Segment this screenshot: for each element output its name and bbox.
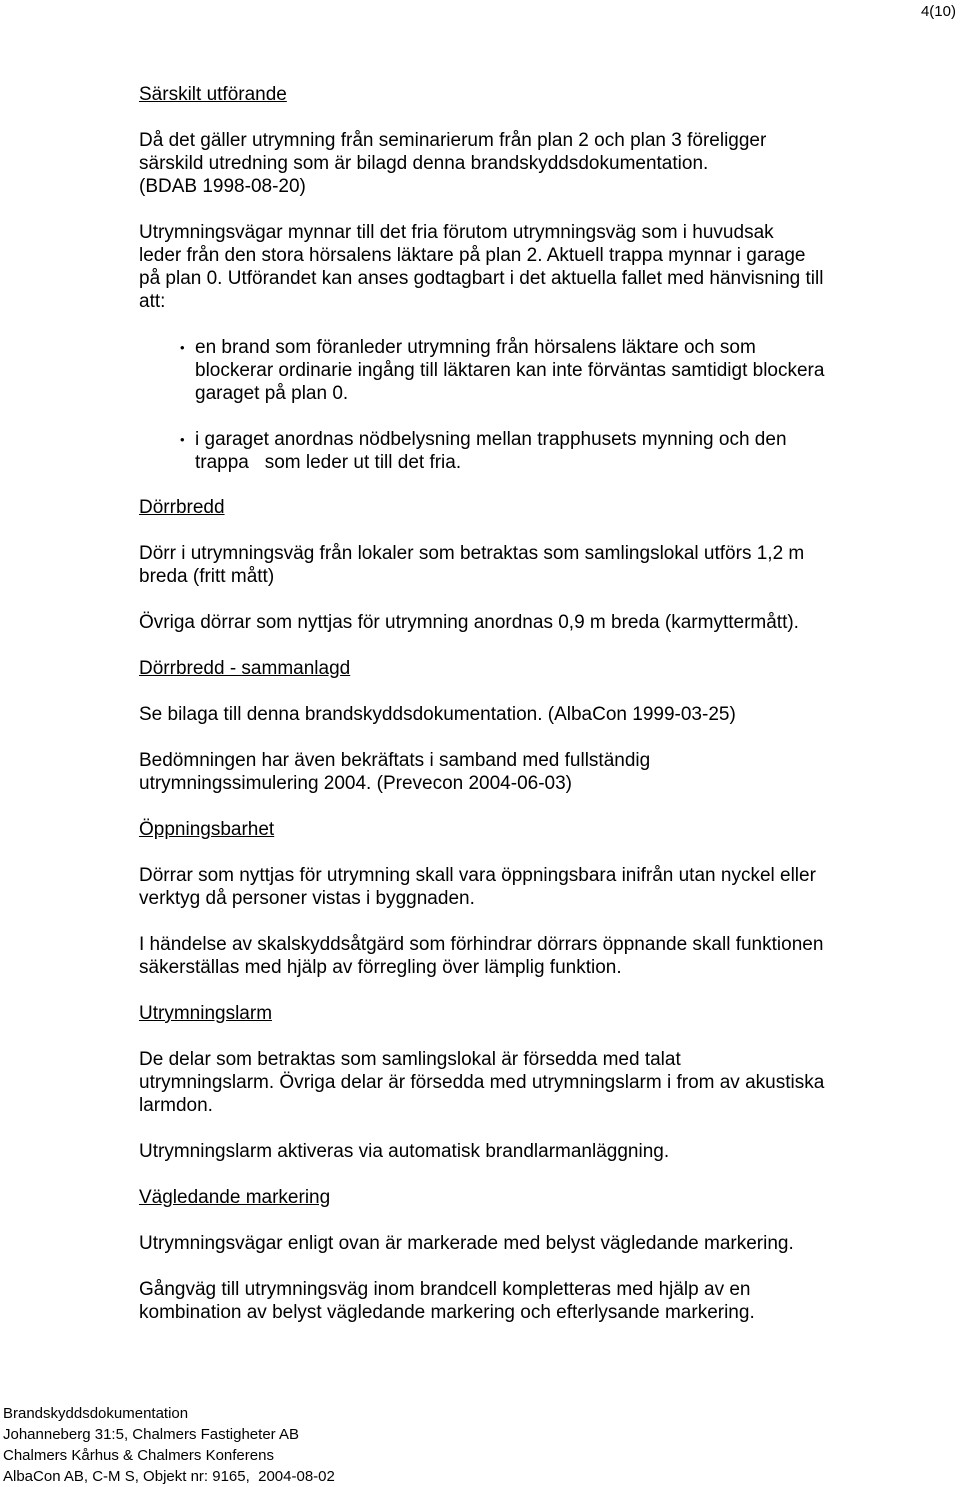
text-line: på plan 0. Utförandet kan anses godtagbart i det aktuella fallet med hänvisning till <box>139 268 824 289</box>
text-line: kombination av belyst vägledande markering och efterlysande markering. <box>139 1302 755 1323</box>
text-line: breda (fritt mått) <box>139 566 275 587</box>
text-line: Dörr i utrymningsväg från lokaler som betraktas som samlingslokal utförs 1,2 m <box>139 543 805 564</box>
text-line: Utrymningsvägar enligt ovan är markerade med belyst vägledande markering. <box>139 1233 794 1254</box>
heading-vagledande-markering: Vägledande markering <box>139 1187 331 1208</box>
text-line: Bedömningen har även bekräftats i samband med fullständig <box>139 750 651 771</box>
text-line: att: <box>139 291 166 312</box>
text-line: Då det gäller utrymning från seminarierum från plan 2 och plan 3 föreligger <box>139 130 767 151</box>
text-line: I händelse av skalskyddsåtgärd som förhindrar dörrars öppnande skall funktionen <box>139 934 824 955</box>
bullet-icon: • <box>180 340 185 355</box>
text-line: i garaget anordnas nödbelysning mellan trapphusets mynning och den <box>195 429 787 450</box>
text-line: utrymningslarm. Övriga delar är försedda med utrymningslarm i from av akustiska <box>139 1072 825 1093</box>
text-line: Utrymningslarm aktiveras via automatisk brandlarmanläggning. <box>139 1141 670 1162</box>
list-item <box>139 428 957 474</box>
bullet-list <box>139 336 957 474</box>
footer-line: Brandskyddsdokumentation <box>3 1405 189 1422</box>
heading-utrymningslarm: Utrymningslarm <box>139 1003 273 1024</box>
paragraph-skalskydd <box>139 933 957 979</box>
text-line: särskild utredning som är bilagd denna brandskyddsdokumentation. <box>139 153 709 174</box>
paragraph-gangvag <box>139 1278 957 1324</box>
footer-line: Johanneberg 31:5, Chalmers Fastigheter AB <box>3 1426 300 1443</box>
page-footer <box>3 1403 335 1487</box>
text-line: Övriga dörrar som nyttjas för utrymning anordnas 0,9 m breda (karmyttermått). <box>139 612 799 633</box>
text-line: blockerar ordinarie ingång till läktaren kan inte förväntas samtidigt blockera <box>195 360 825 381</box>
paragraph-dorr-samlingslokal <box>139 542 957 588</box>
list-item <box>139 336 957 405</box>
text-line: trappa som leder ut till det fria. <box>195 452 462 473</box>
paragraph-bilaga <box>139 703 957 726</box>
text-line: säkerställas med hjälp av förregling över lämplig funktion. <box>139 957 622 978</box>
paragraph-bedomningen <box>139 749 957 795</box>
paragraph-utrymningsvagar <box>139 221 957 313</box>
text-line: utrymningssimulering 2004. (Prevecon 2004-06-03) <box>139 773 573 794</box>
footer-line: AlbaCon AB, C-M S, Objekt nr: 9165, 2004-08-02 <box>3 1468 335 1485</box>
heading-dorrbredd: Dörrbredd <box>139 497 225 518</box>
heading-oppningsbarhet: Öppningsbarhet <box>139 819 275 840</box>
paragraph-ovriga-dorrar <box>139 611 957 634</box>
text-line: Gångväg till utrymningsväg inom brandcell kompletteras med hjälp av en <box>139 1279 751 1300</box>
text-line: larmdon. <box>139 1095 213 1116</box>
text-line: garaget på plan 0. <box>195 383 349 404</box>
text-line: verktyg då personer vistas i byggnaden. <box>139 888 475 909</box>
footer-line: Chalmers Kårhus & Chalmers Konferens <box>3 1447 274 1464</box>
page-number: 4(10) <box>920 3 956 20</box>
paragraph-brandlarm <box>139 1140 957 1163</box>
paragraph-belyst-markering <box>139 1232 957 1255</box>
text-line: De delar som betraktas som samlingslokal är försedda med talat <box>139 1049 681 1070</box>
heading-sarskilt-utforande: Särskilt utförande <box>139 84 287 105</box>
paragraph-seminarierum <box>139 129 957 198</box>
paragraph-talat-larm <box>139 1048 957 1117</box>
document-body <box>139 83 957 1324</box>
text-line: Se bilaga till denna brandskyddsdokumentation. (AlbaCon 1999-03-25) <box>139 704 736 725</box>
text-line: en brand som föranleder utrymning från hörsalens läktare och som <box>195 337 756 358</box>
bullet-icon: • <box>180 432 185 447</box>
paragraph-dorrar-oppningsbara <box>139 864 957 910</box>
text-line: Dörrar som nyttjas för utrymning skall vara öppningsbara inifrån utan nyckel eller <box>139 865 816 886</box>
text-line: (BDAB 1998-08-20) <box>139 176 306 197</box>
text-line: leder från den stora hörsalens läktare på plan 2. Aktuell trappa mynnar i garage <box>139 245 806 266</box>
heading-dorrbredd-sammanlagd: Dörrbredd - sammanlagd <box>139 658 351 679</box>
text-line: Utrymningsvägar mynnar till det fria förutom utrymningsväg som i huvudsak <box>139 222 774 243</box>
